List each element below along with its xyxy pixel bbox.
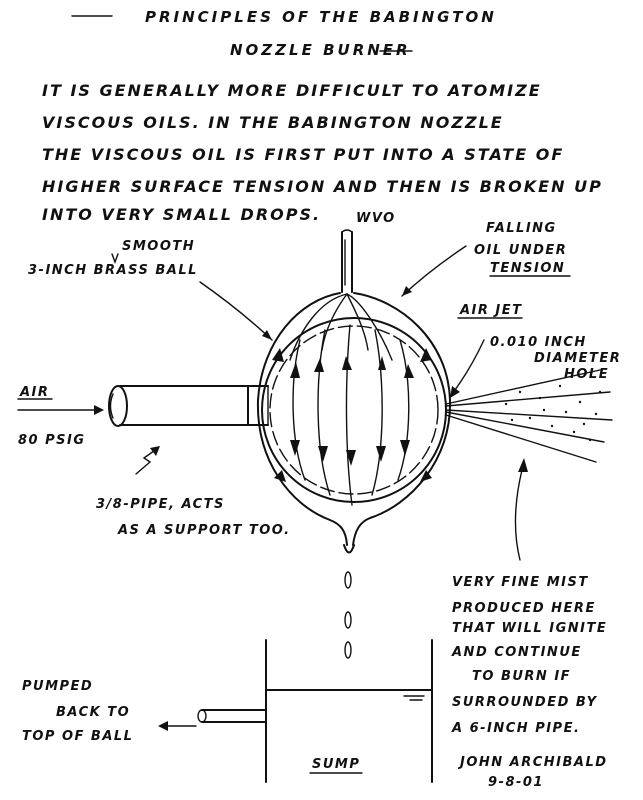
mist-label-6: SURROUNDED BY bbox=[452, 695, 598, 710]
ball-circle bbox=[262, 318, 446, 502]
title-line-1: PRINCIPLES OF THE BABINGTON bbox=[145, 8, 497, 26]
hole-arrowhead bbox=[450, 386, 460, 398]
brass-ball bbox=[258, 293, 450, 553]
brass-ball-leader bbox=[200, 282, 272, 340]
hole-leader bbox=[452, 340, 484, 394]
paragraph-line-2: VISCOUS OILS. IN THE BABINGTON NOZZLE bbox=[42, 113, 504, 132]
mist-arrowhead bbox=[518, 458, 528, 472]
title-line-2: NOZZLE BURNER bbox=[230, 41, 411, 59]
pumped-label-1: PUMPED bbox=[22, 679, 94, 694]
signature-name: JOHN ARCHIBALD bbox=[460, 755, 608, 770]
mist-spray bbox=[446, 370, 612, 462]
ball-inner-flow bbox=[270, 326, 438, 494]
caret-mark bbox=[112, 254, 118, 262]
mist-label-7: A 6-INCH PIPE. bbox=[452, 721, 581, 736]
pipe-leader-arrowhead bbox=[150, 446, 160, 456]
wvo-inlet-pipe bbox=[342, 230, 352, 292]
psig-label: 80 PSIG bbox=[18, 433, 86, 448]
paragraph-line-4: HIGHER SURFACE TENSION AND THEN IS BROKEN UP bbox=[42, 177, 603, 196]
paragraph-line-3: THE VISCOUS OIL IS FIRST PUT INTO A STATE OF bbox=[42, 145, 565, 164]
mist-label-3: THAT WILL IGNITE bbox=[452, 621, 608, 636]
drip-tip bbox=[344, 545, 354, 553]
pump-return-arrowhead bbox=[158, 721, 168, 731]
falling-oil-label-2: OIL UNDER bbox=[474, 243, 568, 258]
flow-line-5 bbox=[398, 340, 409, 480]
sump-label: SUMP bbox=[312, 757, 361, 772]
falling-oil-label-1: FALLING bbox=[486, 221, 557, 236]
sump-outlet-pipe bbox=[198, 710, 266, 722]
flow-line-2 bbox=[318, 330, 330, 495]
wvo-label: WVO bbox=[356, 211, 396, 226]
pipe-label-2: AS A SUPPORT TOO. bbox=[118, 523, 291, 538]
flow-line-1 bbox=[293, 340, 305, 480]
mist-leader bbox=[515, 470, 522, 560]
pumped-label-2: BACK TO bbox=[56, 705, 131, 720]
falling-oil-label-3: TENSION bbox=[490, 261, 566, 276]
mist-label-2: PRODUCED HERE bbox=[452, 601, 596, 616]
oil-drips bbox=[345, 572, 351, 658]
paragraph-line-5: INTO VERY SMALL DROPS. bbox=[42, 205, 322, 224]
mist-label-1: VERY FINE MIST bbox=[452, 575, 589, 590]
pipe-label-1: 3/8-PIPE, ACTS bbox=[96, 497, 225, 512]
smooth-label: SMOOTH bbox=[122, 239, 196, 254]
air-arrowhead bbox=[94, 405, 104, 415]
hole-label-1: 0.010 INCH bbox=[490, 335, 587, 350]
paragraph-line-1: IT IS GENERALLY MORE DIFFICULT TO ATOMIZE bbox=[42, 81, 542, 100]
air-label: AIR bbox=[20, 385, 50, 400]
air-pipe bbox=[109, 386, 268, 426]
brass-ball-label: 3-INCH BRASS BALL bbox=[28, 263, 198, 278]
flow-line-3 bbox=[346, 325, 352, 505]
pumped-label-3: TOP OF BALL bbox=[22, 729, 134, 744]
hole-label-3: HOLE bbox=[564, 367, 610, 382]
air-jet-label: AIR JET bbox=[460, 303, 523, 318]
signature-date: 9-8-01 bbox=[488, 775, 544, 790]
mist-label-5: TO BURN IF bbox=[472, 669, 572, 684]
falling-oil-leader bbox=[402, 246, 466, 296]
flow-line-4 bbox=[372, 330, 382, 495]
mist-label-4: AND CONTINUE bbox=[452, 645, 582, 660]
hole-label-2: DIAMETER bbox=[534, 351, 622, 366]
